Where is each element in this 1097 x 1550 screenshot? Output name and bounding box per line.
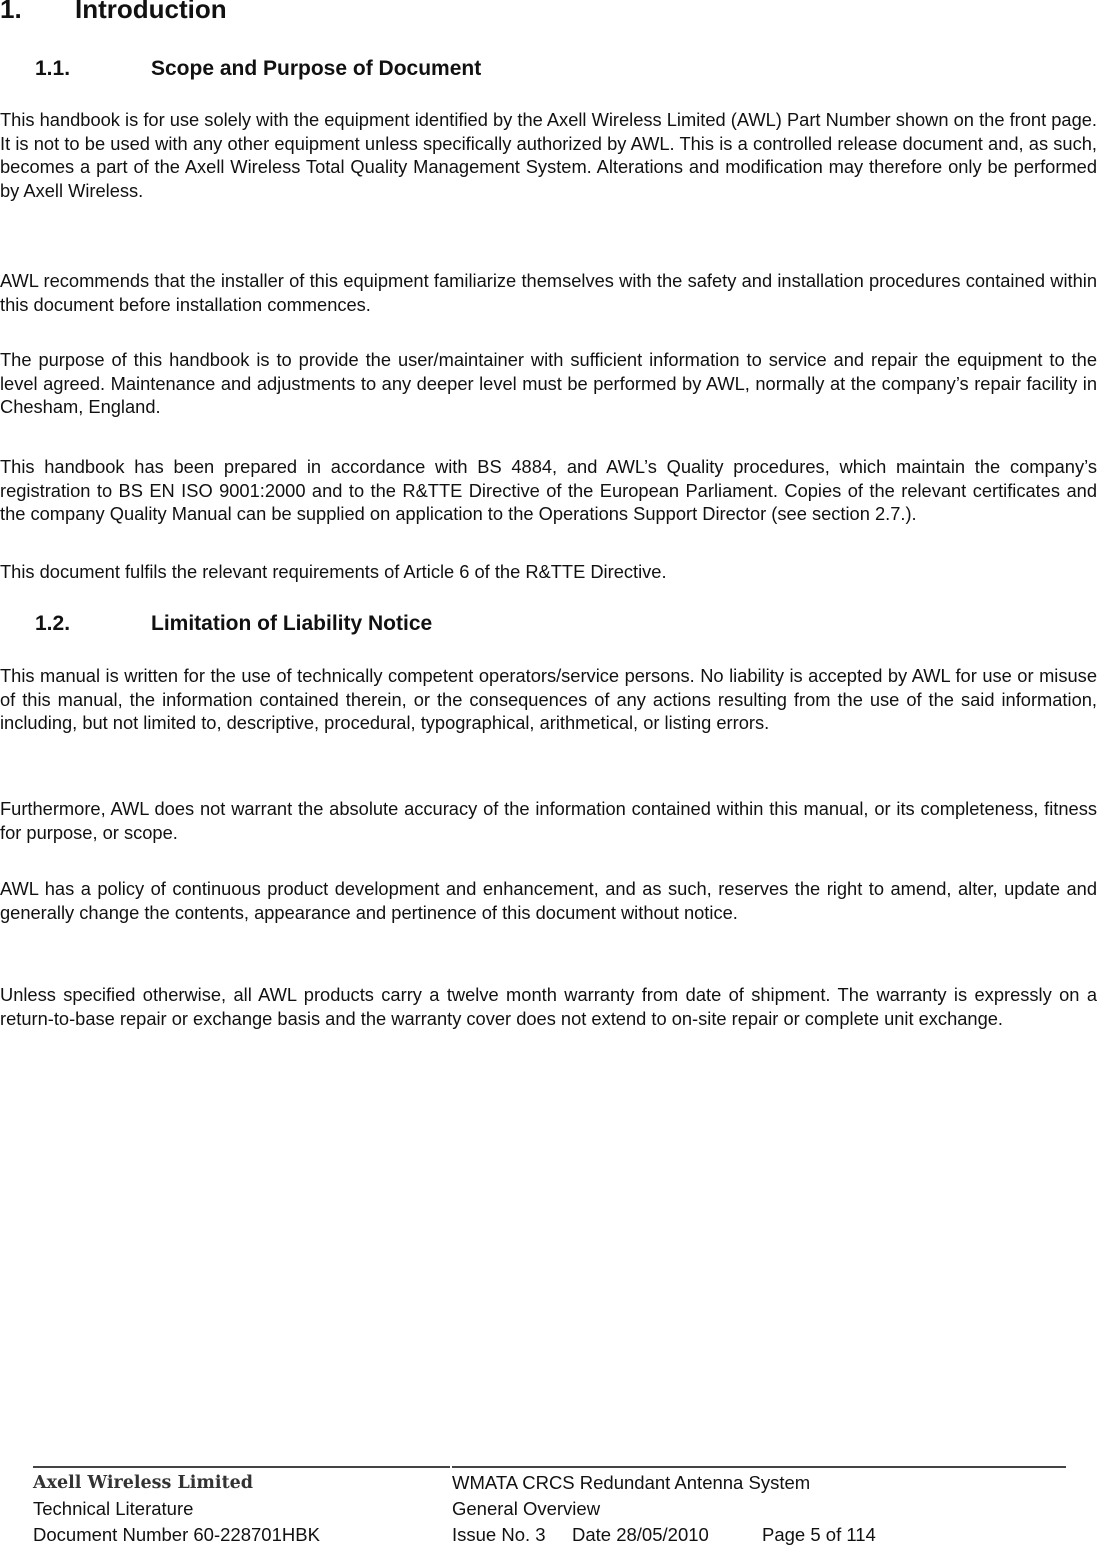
paragraph-development-policy: AWL has a policy of continuous product development and enhancement, and as such, reserves the right to amend, alter, update and generally change the contents, appearance and pertinence of this document without notice. (0, 878, 1097, 923)
paragraph-purpose: The purpose of this handbook is to provide the user/maintainer with sufficient information to service and repair the equipment to the level agreed. Maintenance and adjustments to any deeper level must be performed by AWL, normally at the company’s repair facility in Chesham, England. (0, 349, 1097, 417)
subsection-title: Limitation of Liability Notice (151, 612, 433, 635)
subsection-title: Scope and Purpose of Document (151, 57, 482, 80)
footer-divider-left (33, 1466, 450, 1468)
footer-page: Page 5 of 114 (762, 1524, 876, 1545)
paragraph-accuracy: Furthermore, AWL does not warrant the absolute accuracy of the information contained within this manual, or its completeness, fitness for purpose, or scope. (0, 798, 1097, 843)
footer-literature: Technical Literature (33, 1498, 194, 1519)
paragraph-liability: This manual is written for the use of technically competent operators/service persons. No liability is accepted by AWL for use or misuse of this manual, the information contained therein, or the consequences of any actions resulting from the use of the said information, including, but not limited to, descriptive, procedural, typographical, arithmetical, or listing errors. (0, 665, 1097, 733)
paragraph-installer-recommendation: AWL recommends that the installer of this equipment familiarize themselves with the safety and installation procedures contained within this document before installation commences. (0, 270, 1097, 315)
footer-system: WMATA CRCS Redundant Antenna System (452, 1472, 811, 1493)
paragraph-rtte-directive: This document fulfils the relevant requirements of Article 6 of the R&TTE Directive. (0, 561, 667, 582)
subsection-heading-1-2 (35, 612, 432, 636)
paragraph-scope-handbook-use: This handbook is for use solely with the equipment identified by the Axell Wireless Limited (AWL) Part Number shown on the front page. It is not to be used with any other equipment unless specifically authorized by AWL. This is a controlled release document and, as such, becomes a part of the Axell Wireless Total Quality Management System. Alterations and modification may therefore only be performed by Axell Wireless. (0, 109, 1097, 201)
footer-meta-line (452, 1522, 876, 1548)
section-number: 1. (0, 0, 22, 24)
footer-right-block (452, 1470, 876, 1548)
section-heading (0, 0, 227, 25)
footer-left-block (33, 1470, 320, 1548)
subsection-heading-1-1 (35, 57, 481, 81)
footer-divider-right (452, 1466, 1066, 1468)
footer-issue: Issue No. 3 (452, 1524, 546, 1545)
footer-company: Axell Wireless Limited (33, 1473, 254, 1493)
subsection-number: 1.2. (35, 612, 71, 635)
footer-document-number: Document Number 60-228701HBK (33, 1524, 320, 1545)
subsection-number: 1.1. (35, 57, 71, 80)
footer-date: Date 28/05/2010 (572, 1524, 709, 1545)
paragraph-warranty: Unless specified otherwise, all AWL products carry a twelve month warranty from date of shipment. The warranty is expressly on a return-to-base repair or exchange basis and the warranty cover does not extend to on-site repair or complete unit exchange. (0, 984, 1097, 1029)
paragraph-standards: This handbook has been prepared in accordance with BS 4884, and AWL’s Quality procedures, which maintain the company’s registration to BS EN ISO 9001:2000 and to the R&TTE Directive of the European Parliament. Copies of the relevant certificates and the company Quality Manual can be supplied on application to the Operations Support Director (see section 2.7.). (0, 456, 1097, 524)
section-title: Introduction (75, 0, 227, 24)
footer-overview: General Overview (452, 1498, 601, 1519)
